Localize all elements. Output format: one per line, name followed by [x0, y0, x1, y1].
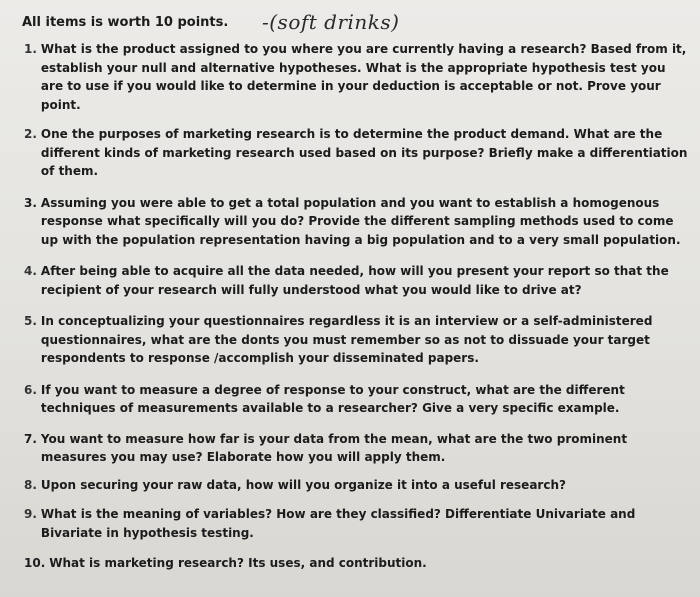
question-text: If you want to measure a degree of response to your construct, what are the different techniques of measurements available to a researcher? Give a very specific example. — [40, 382, 625, 415]
question-number: 7. — [24, 431, 37, 446]
question-text: After being able to acquire all the data needed, how will you present your report so that the recipient of your research will fully understood what you would like to drive at? — [40, 264, 669, 297]
question-list — [24, 40, 690, 585]
handwritten-note: -(soft drinks) — [262, 10, 400, 34]
question-text: Upon securing your raw data, how will you organize it into a useful research? — [40, 477, 566, 492]
question-text: What is the product assigned to you where you are currently having a research? Based from it, establish your null and alternative hypotheses. What is the appropriate hypothesis test you are to use if you would like to determine in your deduction is acceptable or not. Prove your point. — [40, 42, 687, 112]
question-number: 5. — [24, 314, 37, 328]
question-item — [24, 476, 690, 495]
question-number: 4. — [24, 264, 37, 278]
question-number: 6. — [24, 382, 37, 397]
question-number: 10. — [24, 556, 46, 570]
question-item — [24, 40, 690, 114]
question-item — [24, 125, 690, 181]
question-text: What is marketing research? Its uses, and contribution. — [49, 556, 427, 570]
question-number: 1. — [24, 42, 37, 56]
question-text: In conceptualizing your questionnaires regardless it is an interview or a self-administered questionnaires, what are the donts you must remember so as not to dissuade your target respondents to response /accomplish your disseminated papers. — [40, 314, 653, 365]
question-text: You want to measure how far is your data from the mean, what are the two prominent measures you may use? Elaborate how you will apply them. — [40, 431, 628, 464]
question-text: What is the meaning of variables? How are they classified? Differentiate Univariate and Bivariate in hypothesis testing. — [40, 507, 636, 540]
question-number: 2. — [24, 127, 37, 141]
points-note: All items is worth 10 points. — [22, 15, 229, 30]
question-item — [24, 430, 690, 467]
question-item — [24, 194, 690, 250]
question-text: Assuming you were able to get a total population and you want to establish a homogenous response what specifically will you do? Provide the different sampling methods used to come up with the population representation having a big population and to a very small population. — [40, 195, 681, 247]
question-item — [24, 262, 690, 299]
worksheet-header — [22, 8, 682, 38]
question-item — [24, 505, 690, 542]
question-item — [24, 312, 690, 368]
question-item — [24, 554, 690, 573]
question-number: 3. — [24, 195, 37, 210]
question-number: 9. — [24, 507, 37, 521]
question-item — [24, 381, 690, 418]
question-text: One the purposes of marketing research is to determine the product demand. What are the different kinds of marketing research used based on its purpose? Briefly make a differentiation of them. — [40, 127, 688, 178]
question-number: 8. — [24, 477, 37, 492]
